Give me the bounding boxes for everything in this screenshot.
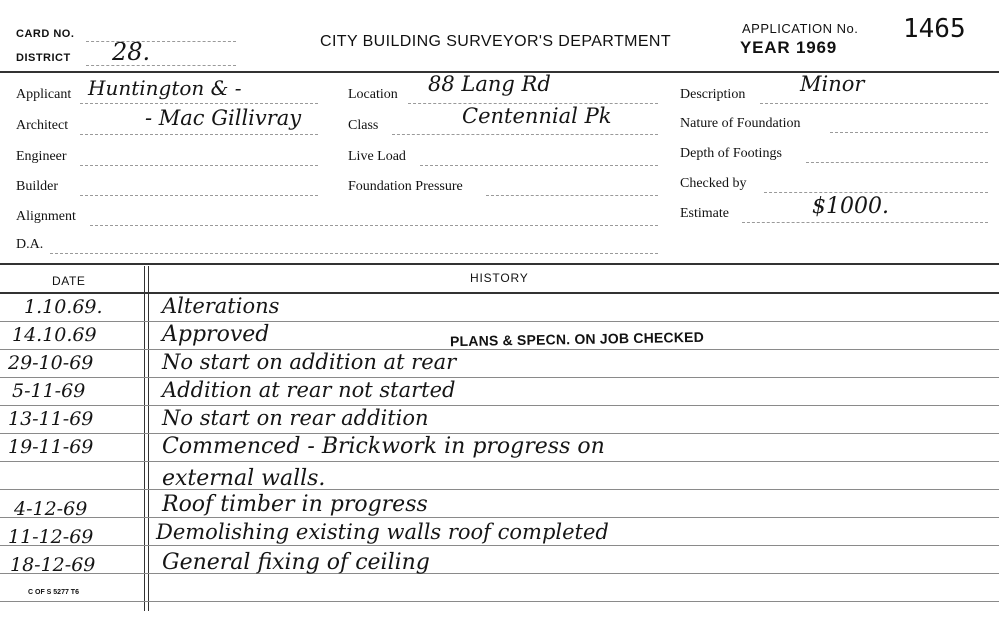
architect-value: - Mac Gillivray xyxy=(145,106,302,130)
description-value: Minor xyxy=(800,72,865,96)
history-text: No start on rear addition xyxy=(162,406,429,430)
architect-line xyxy=(80,134,318,135)
history-text: Roof timber in progress xyxy=(162,492,428,517)
engineer-label: Engineer xyxy=(16,149,67,164)
form-code: C OF S 5277 T6 xyxy=(28,589,79,596)
history-text: No start on addition at rear xyxy=(162,350,457,374)
card-no-label: CARD NO. xyxy=(16,28,75,40)
history-date: 18-12-69 xyxy=(10,554,96,576)
depth-of-footings-line xyxy=(806,162,988,163)
history-text: Addition at rear not started xyxy=(162,378,456,402)
checked-by-label: Checked by xyxy=(680,176,747,191)
live-load-label: Live Load xyxy=(348,149,406,164)
history-text: Demolishing existing walls roof completed xyxy=(156,520,609,544)
date-column-divider xyxy=(144,266,145,611)
year-label: YEAR 1969 xyxy=(740,38,837,57)
architect-label: Architect xyxy=(16,118,69,133)
alignment-line xyxy=(90,225,658,226)
history-date: 19-11-69 xyxy=(8,436,94,458)
history-date: 1.10.69. xyxy=(24,296,103,318)
history-header-rule xyxy=(0,292,999,294)
estimate-value: $1000. xyxy=(812,194,889,219)
plans-checked-stamp: PLANS & SPECN. ON JOB CHECKED xyxy=(449,328,705,350)
applicant-line xyxy=(80,103,318,104)
description-line xyxy=(760,103,988,104)
history-text: Approved xyxy=(162,322,270,347)
history-text: Alterations xyxy=(162,294,280,318)
history-header: HISTORY xyxy=(470,271,529,285)
checked-by-line xyxy=(764,192,988,193)
builder-line xyxy=(80,195,318,196)
district-line xyxy=(86,65,236,66)
history-date: 29-10-69 xyxy=(8,352,94,374)
date-header: DATE xyxy=(52,274,86,288)
live-load-line xyxy=(420,165,658,166)
district-label: DISTRICT xyxy=(16,52,71,64)
application-no-value: 1465 xyxy=(903,14,966,44)
class-value: Centennial Pk xyxy=(462,104,612,128)
history-text: Commenced - Brickwork in progress on xyxy=(162,434,605,459)
card-no-line xyxy=(86,41,236,42)
history-date: 5-11-69 xyxy=(12,380,86,402)
history-date: 13-11-69 xyxy=(8,408,94,430)
department-title: CITY BUILDING SURVEYOR'S DEPARTMENT xyxy=(320,33,672,50)
nature-of-foundation-line xyxy=(830,132,988,133)
date-column-divider-inner xyxy=(148,266,149,611)
description-label: Description xyxy=(680,87,746,102)
applicant-value: Huntington & - xyxy=(88,76,242,100)
engineer-line xyxy=(80,165,318,166)
estimate-label: Estimate xyxy=(680,206,729,221)
class-label: Class xyxy=(348,118,379,133)
location-value: 88 Lang Rd xyxy=(428,72,551,96)
foundation-pressure-line xyxy=(486,195,658,196)
estimate-line xyxy=(742,222,988,223)
history-date: 11-12-69 xyxy=(8,526,94,548)
location-label: Location xyxy=(348,87,398,102)
builder-label: Builder xyxy=(16,179,58,194)
history-text: General fixing of ceiling xyxy=(162,550,430,575)
history-top-rule xyxy=(0,263,999,265)
application-no-label: APPLICATION No. xyxy=(742,21,859,36)
depth-of-footings-label: Depth of Footings xyxy=(680,146,782,161)
alignment-label: Alignment xyxy=(16,209,76,224)
da-label: D.A. xyxy=(16,237,44,252)
nature-of-foundation-label: Nature of Foundation xyxy=(680,116,801,131)
da-line xyxy=(50,253,658,254)
class-line xyxy=(392,134,658,135)
foundation-pressure-label: Foundation Pressure xyxy=(348,179,463,194)
history-date: 14.10.69 xyxy=(12,324,97,346)
history-text: external walls. xyxy=(162,466,326,491)
applicant-label: Applicant xyxy=(16,87,72,102)
district-value: 28. xyxy=(112,38,151,66)
history-date: 4-12-69 xyxy=(14,498,88,520)
